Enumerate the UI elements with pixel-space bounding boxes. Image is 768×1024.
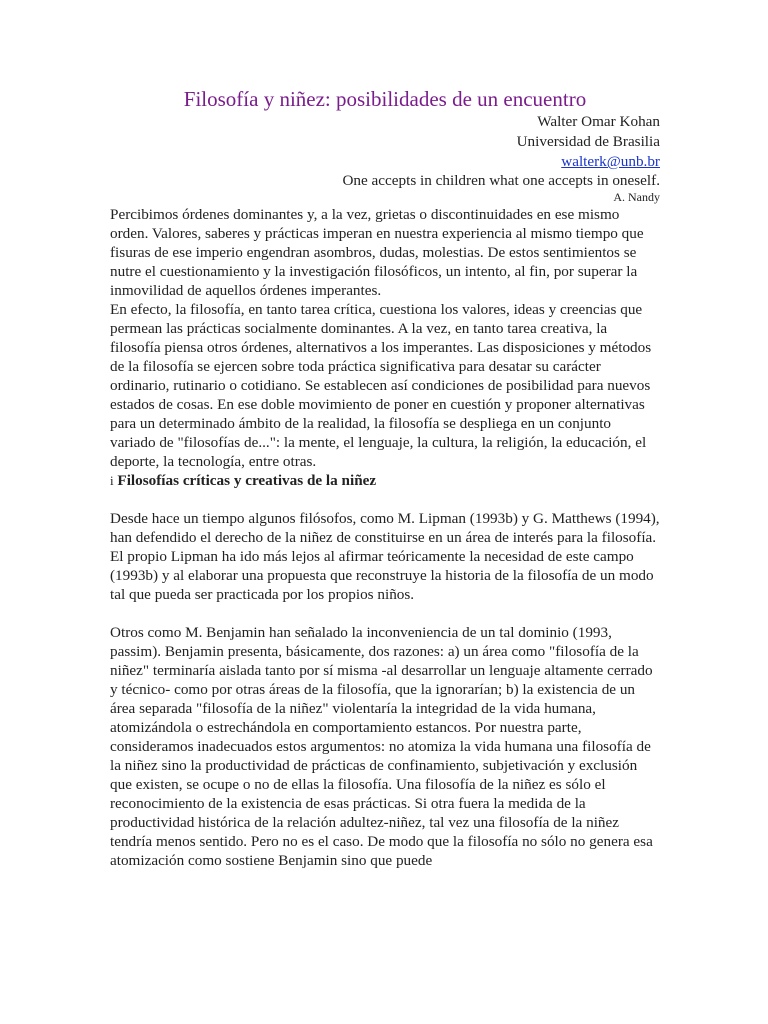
section-paragraph-2: Otros como M. Benjamin han señalado la inconveniencia de un tal dominio (1993, passim). Benjamin presenta, básicamente, dos razones: a) un área como "filosofía de la niñez" terminaría aislada tanto por sí misma -al desarrollar un lenguaje altamente cerrado y técnico- como por otras áreas de la filosofía, que la ignorarían; b) la existencia de un área separada "filosofía de la niñez" violentaría la integridad de la vida humana, atomizándola o estrechándola en comportamiento estancos. Por nuestra parte, consideramos inadecuados estos argumentos: no atomiza la vida humana una filosofía de la niñez sino la productividad de prácticas de confinamiento, subjetivación y exclusión que existen, se ocupe o no de ellas la filosofía. Una filosofía de la niñez es sólo el reconocimiento de la existencia de esas prácticas. Si otra fuera la medida de la productividad histórica de la relación adultez-niñez, tal vez una filosofía de la niñez tendría menos sentido. Pero no es el caso. De modo que la filosofía no sólo no genera esa atomización como sostiene Benjamin sino que puede <box>110 624 653 869</box>
paragraph-spacer <box>110 604 660 623</box>
author-name: Walter Omar Kohan <box>537 113 660 130</box>
author-email-link[interactable]: walterk@unb.br <box>561 153 660 170</box>
epigraph-quote: One accepts in children what one accepts in oneself. <box>342 172 660 189</box>
paragraph-spacer <box>110 490 660 509</box>
section-heading <box>110 471 660 490</box>
author-institution: Universidad de Brasilia <box>516 133 660 150</box>
author-email-line <box>110 152 660 172</box>
document-title: Filosofía y niñez: posibilidades de un encuentro <box>183 87 587 111</box>
section-paragraph-1: Desde hace un tiempo algunos filósofos, como M. Lipman (1993b) y G. Matthews (1994), han defendido el derecho de la niñez de constituirse en un área de interés para la filosofía. El propio Lipman ha ido más lejos al afirmar teóricamente la necesidad de este campo (1993b) y al elaborar una propuesta que reconstruye la historia de la filosofía de un modo tal que pueda ser practicada por los propios niños. <box>110 510 660 603</box>
section-heading-text: Filosofías críticas y creativas de la niñez <box>117 472 377 489</box>
intro-paragraph-1: Percibimos órdenes dominantes y, a la vez, grietas o discontinuidades en ese mismo orden. Valores, saberes y prácticas imperan en nuestra experiencia al mismo tiempo que fisuras de ese imperio engendran asombros, dudas, molestias. De estos sentimientos se nutre el cuestionamiento y la investigación filosóficos, un intento, al fin, por superar la inmovilidad de aquellos órdenes imperantes. <box>110 206 644 299</box>
document-page <box>110 86 660 870</box>
epigraph-author: A. Nandy <box>613 190 660 204</box>
intro-paragraph-2: En efecto, la filosofía, en tanto tarea crítica, cuestiona los valores, ideas y creencias que permean las prácticas socialmente dominantes. A la vez, en tanto tarea creativa, la filosofía piensa otros órdenes, alternativos a los imperantes. Las disposiciones y métodos de la filosofía se ejercen sobre toda práctica significativa para desatar su carácter ordinario, rutinario o cotidiano. Se establecen así condiciones de posibilidad para nuevos estados de cosas. En ese doble movimiento de poner en cuestión y proponer alternativas para un determinado ámbito de la realidad, la filosofía se despliega en un conjunto variado de "filosofías de...": la mente, el lenguaje, la cultura, la religión, la educación, el deporte, la tecnología, entre otras. <box>110 301 652 470</box>
section-number: i <box>110 473 114 488</box>
